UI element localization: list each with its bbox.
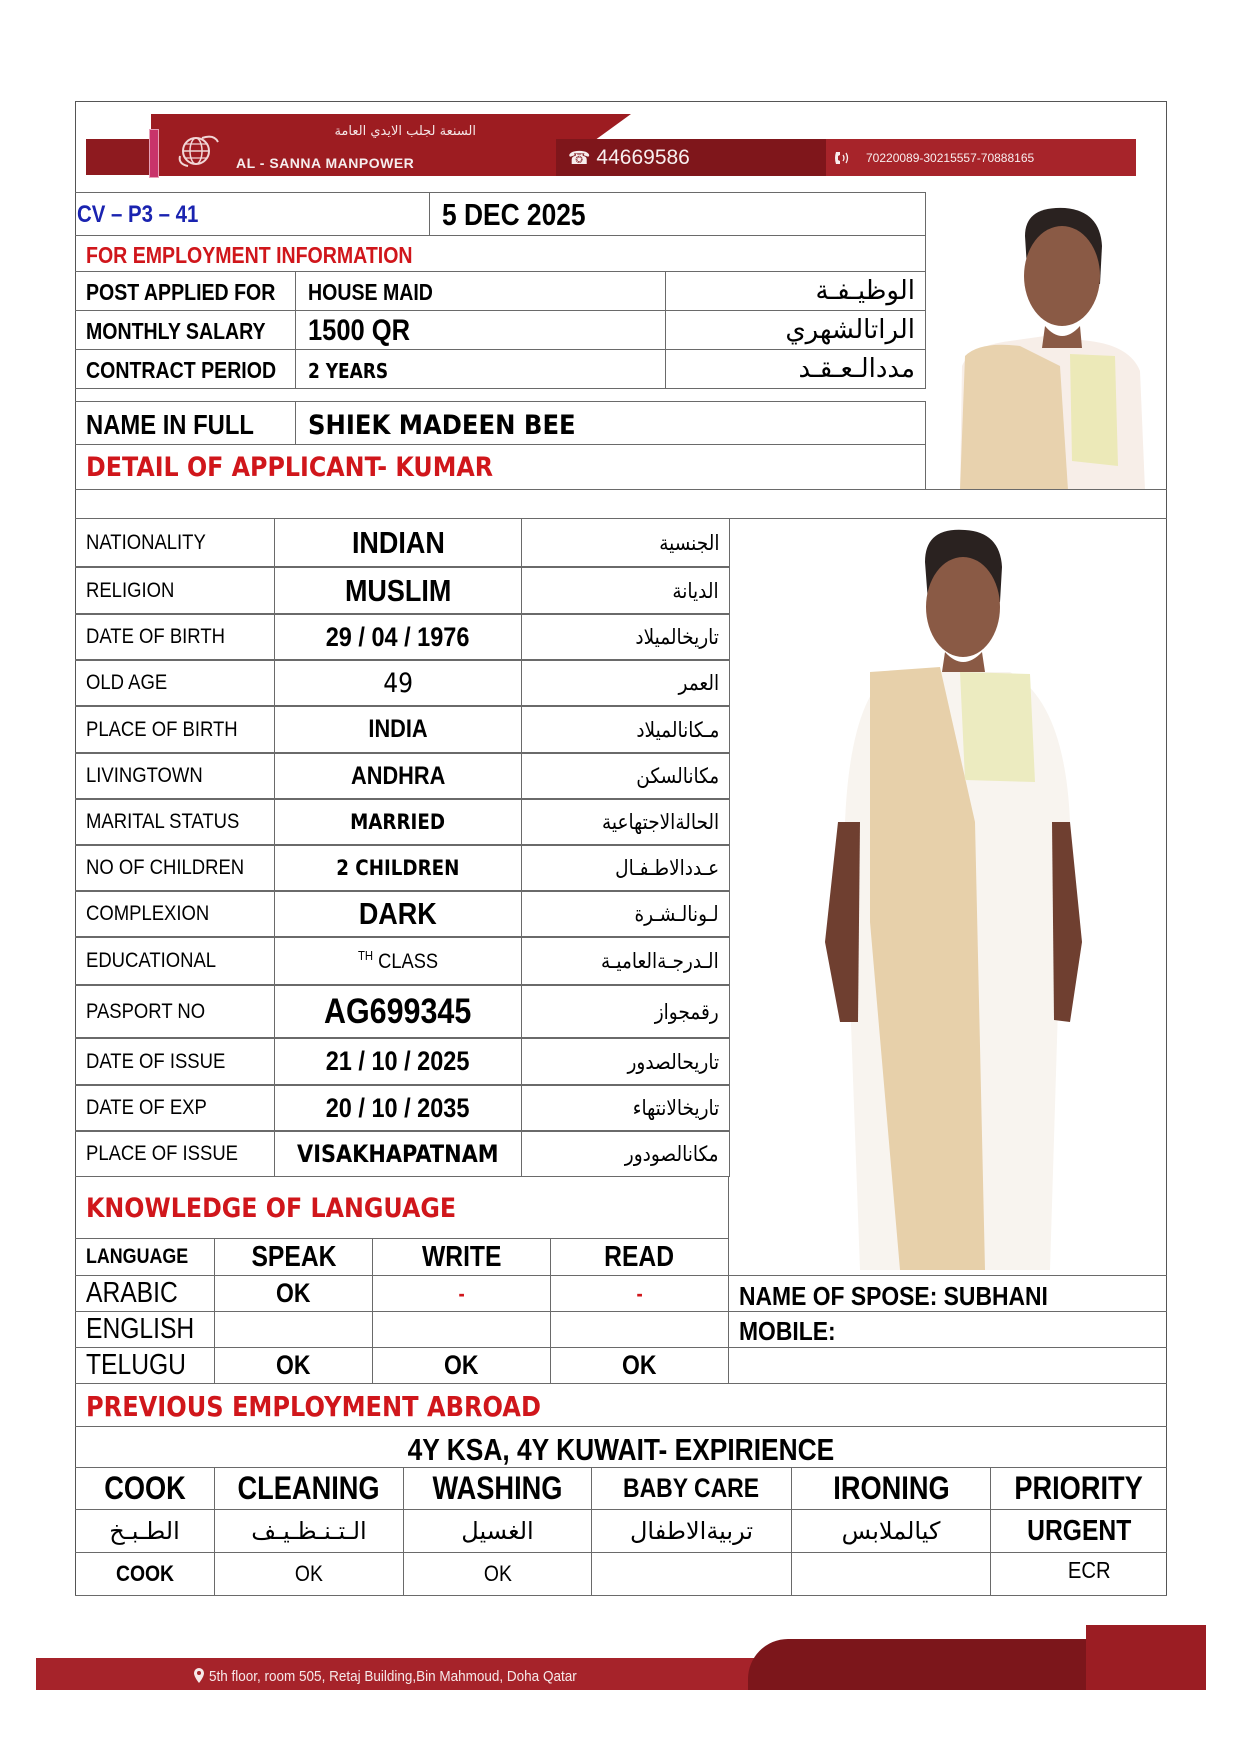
- name-label: NAME IN FULL: [86, 409, 254, 440]
- skill-arabic-cell: [403, 1509, 592, 1553]
- detail-arabic-label: لـونالـشـرة: [634, 902, 719, 926]
- detail-value-wrap: [324, 992, 471, 1032]
- language-name: ENGLISH: [86, 1313, 195, 1345]
- skill-header-cell: [990, 1467, 1167, 1510]
- full-length-photo-image: [730, 522, 1165, 1270]
- detail-value: 21 / 10 / 2025: [326, 1046, 470, 1076]
- detail-value-wrap: [383, 668, 413, 699]
- phone-number: [568, 144, 690, 172]
- language-cell: [75, 1311, 215, 1348]
- detail-label: PLACE OF BIRTH: [86, 717, 238, 741]
- employment-arabic-cell: [665, 310, 926, 350]
- language-header: WRITE: [421, 1240, 502, 1273]
- priority-value: URGENT: [1026, 1514, 1132, 1547]
- detail-value-cell: [274, 890, 522, 938]
- language-header: READ: [604, 1240, 675, 1273]
- detail-label: DATE OF BIRTH: [86, 625, 225, 648]
- spouse-mobile: MOBILE:: [739, 1316, 836, 1346]
- detail-value-cell: [274, 798, 522, 846]
- language-skill-value: OK: [276, 1278, 311, 1308]
- mobile-numbers: [834, 144, 1034, 172]
- detail-value-cell: [274, 659, 522, 707]
- skill-value-cell: [403, 1552, 592, 1596]
- detail-label: DATE OF EXP: [86, 1096, 207, 1119]
- detail-value-wrap: [359, 896, 437, 932]
- detail-value-wrap: [297, 1140, 499, 1168]
- cv-date-cell: [429, 192, 926, 236]
- employment-value: HOUSE MAID: [308, 279, 433, 305]
- detail-value: CLASS: [378, 950, 439, 973]
- detail-arabic-cell: [521, 613, 730, 661]
- language-cell: [214, 1347, 373, 1384]
- detail-label-cell: [75, 566, 275, 615]
- detail-arabic-cell: [521, 659, 730, 707]
- detail-value-wrap: [358, 948, 438, 974]
- skill-value-cell: [791, 1552, 991, 1596]
- detail-value-cell: [274, 1084, 522, 1132]
- skill-arabic-cell: [990, 1509, 1167, 1553]
- spouse-mobile-cell: [728, 1311, 1167, 1348]
- spacer-row: [75, 489, 1167, 519]
- employment-label-cell: [75, 271, 296, 311]
- skill-header: PRIORITY: [1014, 1470, 1144, 1506]
- detail-arabic-label: عـددالاطـفـال: [615, 856, 719, 880]
- detail-value-cell: [274, 844, 522, 892]
- language-header-cell: [75, 1238, 215, 1276]
- employment-value-cell: [295, 271, 666, 311]
- detail-arabic-label: تاريخالانتهاء: [632, 1096, 719, 1120]
- spouse-name-cell: [728, 1275, 1167, 1312]
- mobile-numbers-text: 70220089-30215557-70888165: [866, 151, 1035, 165]
- detail-value-wrap: [326, 1046, 470, 1077]
- detail-value-wrap: [336, 856, 459, 880]
- language-cell: [372, 1311, 551, 1348]
- detail-value-cell: [274, 613, 522, 661]
- detail-value: MUSLIM: [344, 572, 452, 608]
- applicant-full-length-photo: [730, 522, 1165, 1270]
- banner-accent-strip: [149, 129, 159, 178]
- company-names: [236, 122, 476, 172]
- detail-arabic-cell: [521, 984, 730, 1039]
- detail-arabic-label: تاريخالميلاد: [635, 625, 719, 649]
- employment-label-cell: [75, 349, 296, 389]
- skill-header: COOK: [103, 1470, 186, 1506]
- detail-value-wrap: [345, 573, 451, 609]
- employment-label-cell: [75, 310, 296, 350]
- detail-arabic-cell: [521, 1037, 730, 1086]
- detail-label-cell: [75, 1130, 275, 1177]
- detail-value: DARK: [359, 896, 437, 931]
- skill-arabic-cell: [591, 1509, 792, 1553]
- language-skill-value: -: [636, 1280, 643, 1306]
- footer-edge-block: [1086, 1625, 1206, 1690]
- detail-label: OLD AGE: [86, 671, 168, 694]
- detail-arabic-label: الديانة: [672, 578, 719, 603]
- detail-value: AG699345: [324, 991, 472, 1031]
- detail-value: 49: [383, 667, 413, 699]
- skill-header: BABY CARE: [623, 1473, 760, 1503]
- detail-label: EDUCATIONAL: [86, 949, 217, 972]
- detail-value-wrap: [326, 1093, 470, 1124]
- detail-label-cell: [75, 705, 275, 754]
- detail-label-cell: [75, 984, 275, 1039]
- detail-label-cell: [75, 752, 275, 800]
- language-skill-value: OK: [444, 1350, 479, 1380]
- language-cell: [550, 1275, 729, 1312]
- detail-arabic-label: الـدرجـةالعاميـة: [601, 949, 719, 973]
- detail-value-cell: [274, 936, 522, 986]
- employment-arabic-label: الوظيـفـة: [815, 276, 915, 306]
- detail-label: MARITAL STATUS: [86, 810, 240, 833]
- language-cell: [372, 1275, 551, 1312]
- skill-value-cell: [990, 1552, 1167, 1596]
- detail-value-cell: [274, 752, 522, 800]
- detail-arabic-cell: [521, 752, 730, 800]
- detail-arabic-cell: [521, 566, 730, 615]
- banner-band-left: [86, 139, 156, 175]
- full-name-value: SHIEK MADEEN BEE: [308, 410, 576, 441]
- cv-date: 5 DEC 2025: [442, 197, 586, 232]
- employment-info-title: FOR EMPLOYMENT INFORMATION: [86, 242, 413, 268]
- detail-arabic-cell: [521, 844, 730, 892]
- detail-label: LIVINGTOWN: [86, 764, 203, 787]
- detail-label: RELIGION: [86, 578, 175, 602]
- previous-employment-title-cell: [75, 1383, 1167, 1427]
- detail-value-cell: [274, 566, 522, 615]
- spouse-blank-cell: [728, 1347, 1167, 1384]
- company-name-english: AL - SANNA MANPOWER: [236, 155, 415, 171]
- previous-employment-title: PREVIOUS EMPLOYMENT ABROAD: [86, 1390, 541, 1423]
- skill-arabic-label: الغسيل: [461, 1517, 534, 1545]
- detail-value: 2 CHILDREN: [336, 856, 460, 880]
- skill-arabic-label: كيالملابس: [841, 1517, 941, 1545]
- detail-label: PASPORT NO: [86, 999, 206, 1023]
- name-value-cell: [295, 401, 926, 445]
- employment-arabic-cell: [665, 349, 926, 389]
- employment-value: 1500 QR: [308, 314, 411, 347]
- employment-info-title-cell: [75, 235, 926, 272]
- detail-label-cell: [75, 890, 275, 938]
- detail-value: INDIA: [368, 715, 428, 743]
- detail-value: ANDHRA: [350, 761, 446, 790]
- employment-label: CONTRACT PERIOD: [86, 357, 277, 383]
- detail-arabic-cell: [521, 705, 730, 754]
- language-cell: [372, 1347, 551, 1384]
- skill-arabic-label: الـتـنـظـيـف: [251, 1517, 367, 1545]
- applicant-portrait-photo: [940, 196, 1150, 490]
- language-skill-value: OK: [622, 1350, 657, 1380]
- skill-value: OK: [483, 1561, 512, 1586]
- employment-arabic-label: مددالـعـقـد: [798, 354, 915, 384]
- detail-arabic-cell: [521, 1130, 730, 1177]
- detail-value-cell: [274, 1037, 522, 1086]
- detail-applicant-title-cell: [75, 444, 926, 490]
- portrait-photo-image: [940, 196, 1150, 490]
- detail-value-wrap: [352, 525, 445, 561]
- detail-label: PLACE OF ISSUE: [86, 1141, 238, 1165]
- language-skill-value: -: [458, 1280, 465, 1306]
- footer-dark-block: [748, 1639, 1128, 1690]
- experience-text: 4Y KSA, 4Y KUWAIT- EXPIRIENCE: [407, 1432, 835, 1467]
- footer-address-text: 5th floor, room 505, Retaj Building,Bin Mahmoud, Doha Qatar: [209, 1667, 577, 1685]
- detail-value-wrap: [326, 622, 470, 653]
- cv-code-cell: [75, 192, 430, 236]
- skill-value: OK: [295, 1561, 323, 1586]
- skill-value-cell: [591, 1552, 792, 1596]
- detail-value-superscript: TH: [357, 948, 374, 963]
- detail-value: MARRIED: [350, 810, 446, 834]
- language-header: LANGUAGE: [86, 1245, 189, 1268]
- skill-arabic-cell: [214, 1509, 404, 1553]
- name-label-cell: [75, 401, 296, 445]
- detail-label: COMPLEXION: [86, 902, 210, 925]
- language-cell: [214, 1311, 373, 1348]
- employment-label: POST APPLIED FOR: [86, 279, 276, 305]
- detail-label-cell: [75, 659, 275, 707]
- detail-value: 20 / 10 / 2035: [326, 1092, 470, 1123]
- detail-value-cell: [274, 984, 522, 1039]
- experience-cell: [75, 1426, 1167, 1468]
- language-cell: [550, 1311, 729, 1348]
- language-name: TELUGU: [86, 1349, 186, 1381]
- language-cell: [214, 1275, 373, 1312]
- detail-arabic-label: مكانالسكن: [636, 764, 719, 788]
- skill-header: CLEANING: [237, 1470, 381, 1506]
- language-header-cell: [214, 1238, 373, 1276]
- detail-arabic-cell: [521, 518, 730, 568]
- skill-header-cell: [791, 1467, 991, 1510]
- detail-value: 29 / 04 / 1976: [326, 621, 470, 652]
- skill-arabic-label: الطـبـخ: [109, 1517, 180, 1545]
- detail-value-cell: [274, 705, 522, 754]
- detail-arabic-cell: [521, 936, 730, 986]
- skill-value: ECR: [1067, 1557, 1111, 1583]
- spouse-name: NAME OF SPOSE: SUBHANI: [739, 1281, 1048, 1311]
- detail-arabic-label: رقمجواز: [655, 999, 719, 1024]
- skill-arabic-cell: [75, 1509, 215, 1553]
- company-header-banner: [86, 114, 1134, 178]
- detail-value: INDIAN: [351, 525, 445, 560]
- telephone-icon: ☎: [568, 148, 591, 168]
- detail-arabic-label: مكانالصودور: [625, 1141, 719, 1166]
- detail-label-cell: [75, 936, 275, 986]
- cv-code: CV – P3 – 41: [77, 201, 199, 228]
- employment-arabic-cell: [665, 271, 926, 311]
- language-header-cell: [372, 1238, 551, 1276]
- mobile-phone-icon: [834, 151, 852, 165]
- skill-header-cell: [591, 1467, 792, 1510]
- detail-value-wrap: [368, 715, 427, 744]
- map-pin-icon: [194, 1668, 204, 1684]
- detail-arabic-label: العمر: [678, 671, 719, 695]
- skill-header-cell: [75, 1467, 215, 1510]
- language-name: ARABIC: [86, 1277, 178, 1309]
- detail-arabic-cell: [521, 798, 730, 846]
- detail-label: NO OF CHILDREN: [86, 856, 245, 879]
- detail-arabic-label: تاريحالصدور: [627, 1049, 719, 1074]
- detail-arabic-label: الحالةالاجتهاعية: [601, 810, 719, 834]
- language-header: SPEAK: [251, 1240, 336, 1273]
- employment-arabic-label: الراتالشهري: [785, 315, 915, 345]
- detail-label: NATIONALITY: [86, 531, 206, 554]
- employment-value-cell: [295, 349, 666, 389]
- company-name-arabic: السنعة لجلب الايدي العامة: [334, 124, 476, 139]
- phone-number-text: 44669586: [596, 146, 690, 169]
- detail-applicant-title: DETAIL OF APPLICANT- KUMAR: [86, 452, 494, 483]
- globe-logo-icon: [176, 132, 220, 168]
- detail-value: VISAKHAPATNAM: [297, 1139, 499, 1168]
- language-cell: [550, 1347, 729, 1384]
- skill-value-cell: [75, 1552, 215, 1596]
- footer-address: [194, 1665, 618, 1687]
- skill-arabic-label: تربيةالاطفال: [629, 1517, 754, 1545]
- employment-label: MONTHLY SALARY: [86, 318, 266, 344]
- skill-value-cell: [214, 1552, 404, 1596]
- language-cell: [75, 1275, 215, 1312]
- detail-label: DATE OF ISSUE: [86, 1049, 226, 1073]
- language-title-cell: [75, 1176, 729, 1239]
- skill-header: WASHING: [432, 1470, 563, 1506]
- language-section-title: KNOWLEDGE OF LANGUAGE: [86, 1193, 457, 1224]
- language-header-cell: [550, 1238, 729, 1276]
- detail-label-cell: [75, 1084, 275, 1132]
- detail-arabic-cell: [521, 1084, 730, 1132]
- detail-value-wrap: [351, 762, 445, 791]
- detail-value-cell: [274, 518, 522, 568]
- footer-banner: [36, 1615, 1206, 1690]
- detail-label-cell: [75, 844, 275, 892]
- skill-arabic-cell: [791, 1509, 991, 1553]
- employment-value-cell: [295, 310, 666, 350]
- skill-header-cell: [403, 1467, 592, 1510]
- detail-value-cell: [274, 1130, 522, 1177]
- detail-label-cell: [75, 518, 275, 568]
- detail-label-cell: [75, 1037, 275, 1086]
- detail-value-wrap: [351, 810, 446, 834]
- skill-header: IRONING: [832, 1470, 950, 1506]
- detail-arabic-cell: [521, 890, 730, 938]
- employment-value: 2 YEARS: [308, 359, 389, 383]
- skill-value: COOK: [115, 1561, 174, 1586]
- language-skill-value: OK: [276, 1350, 311, 1380]
- detail-label-cell: [75, 613, 275, 661]
- language-cell: [75, 1347, 215, 1384]
- detail-arabic-label: مـكانالميلاد: [635, 717, 719, 742]
- detail-label-cell: [75, 798, 275, 846]
- skill-header-cell: [214, 1467, 404, 1510]
- detail-arabic-label: الجنسية: [658, 531, 719, 555]
